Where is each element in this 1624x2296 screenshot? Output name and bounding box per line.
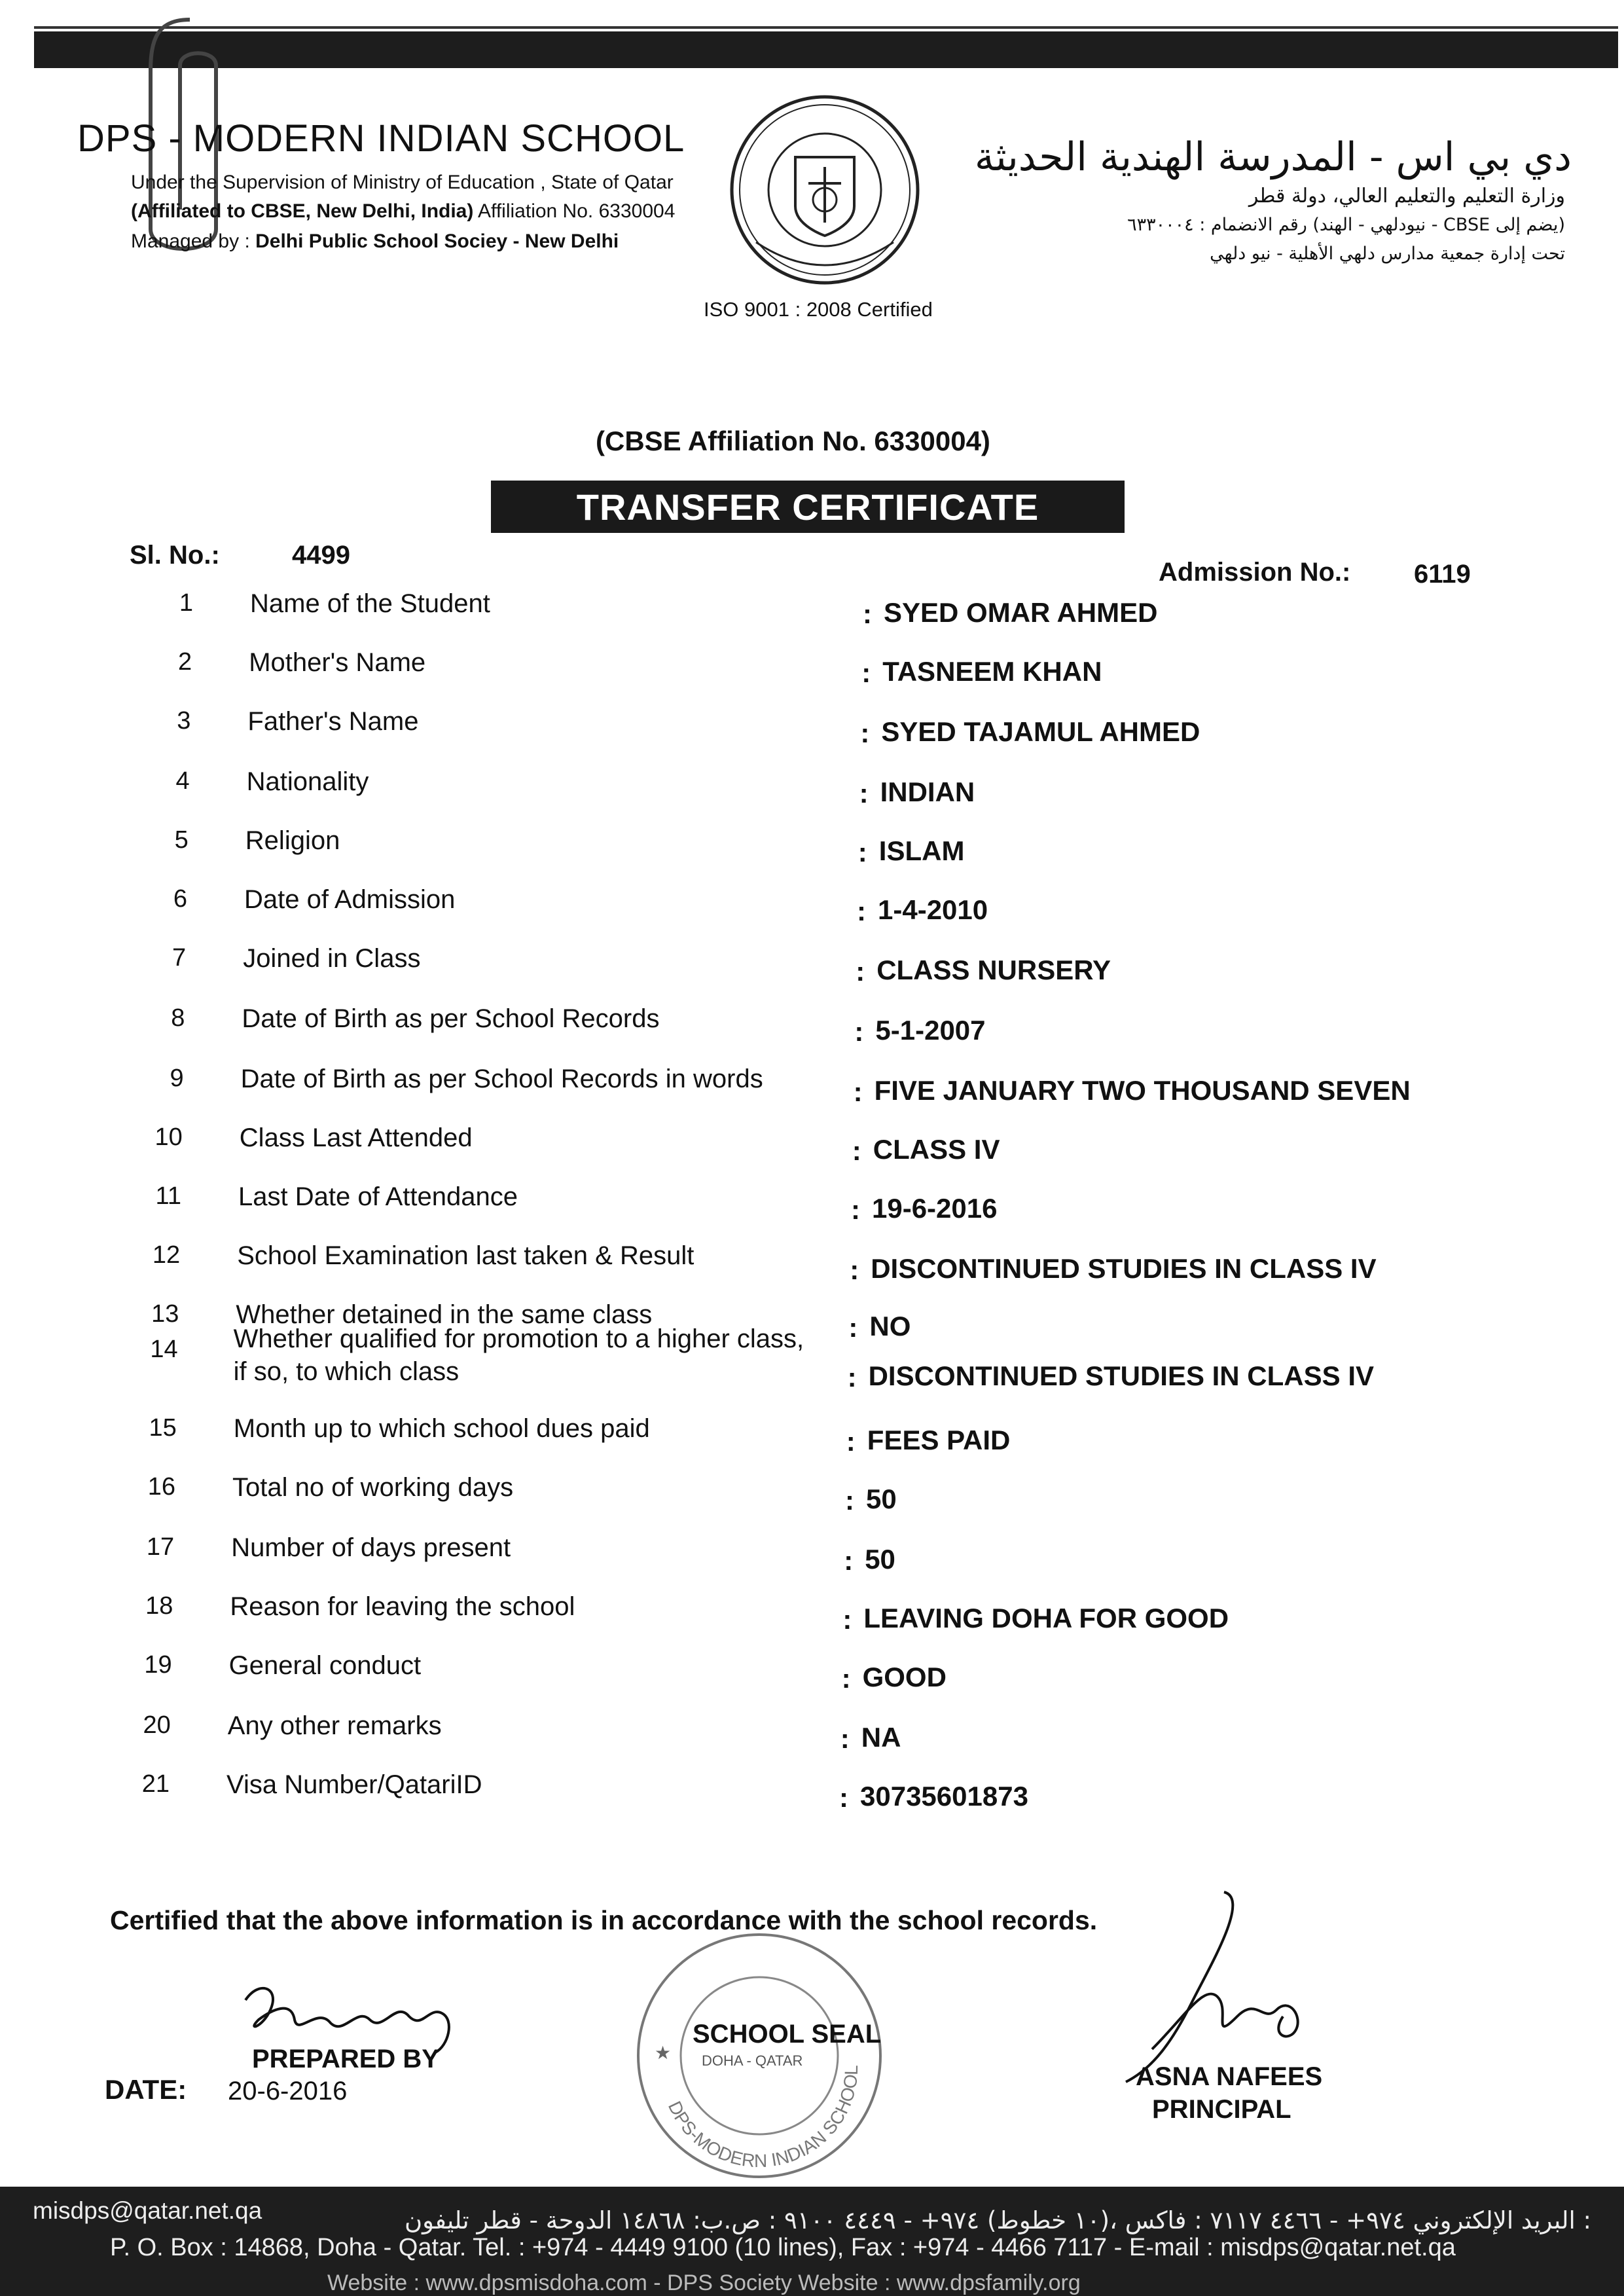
field-row xyxy=(0,1533,1624,1576)
footer-email: misdps@qatar.net.qa xyxy=(33,2197,262,2224)
header-line-2-ar: (يضم إلى CBSE - نيودلهي - الهند) رقم الانضمام : ٦٣٣٠٠٠٤ xyxy=(1127,215,1565,235)
top-rule xyxy=(34,26,1618,29)
header-line-3-ar: تحت إدارة جمعية مدارس دلهي الأهلية - نيو دلهي xyxy=(1210,244,1565,264)
field-colon: : xyxy=(845,1485,854,1516)
field-colon: : xyxy=(846,1426,856,1457)
field-label-line-1: Whether qualified for promotion to a higher class, xyxy=(233,1324,804,1353)
svg-text:DPS-MODERN INDIAN SCHOOL xyxy=(664,2065,861,2171)
header-line-3 xyxy=(131,230,619,253)
field-value: TASNEEM KHAN xyxy=(882,656,1102,687)
field-label: Joined in Class xyxy=(243,944,421,973)
seal-sub-text: DOHA - QATAR xyxy=(702,2052,803,2069)
date-value: 20-6-2016 xyxy=(228,2077,348,2105)
field-row xyxy=(0,1651,1624,1694)
field-number: 5 xyxy=(174,826,189,854)
footer-arabic: : البريد الإلكتروني ٩٧٤+ - ٤٤٦٦ ٧١١٧ : فاكس ،(١٠ خطوط) ٩٧٤+ - ٤٤٤٩ ٩١٠٠ : ص.ب: ١٤٨٦٨ الدوحة - قطر تليفون xyxy=(404,2206,1591,2234)
header-line-1: Under the Supervision of Ministry of Education , State of Qatar xyxy=(131,172,674,193)
seal-ring-text: DPS-MODERN INDIAN SCHOOL xyxy=(664,2064,862,2172)
field-label: School Examination last taken & Result xyxy=(237,1241,695,1270)
field-row xyxy=(0,885,1624,924)
field-value: 50 xyxy=(866,1484,897,1514)
iso-certified: ISO 9001 : 2008 Certified xyxy=(704,298,933,321)
field-number: 7 xyxy=(172,944,187,972)
field-row xyxy=(0,1592,1624,1635)
top-bar xyxy=(34,31,1618,68)
field-label: Nationality xyxy=(246,767,369,796)
field-row xyxy=(0,707,1624,746)
field-row xyxy=(0,589,1624,629)
field-label: Last Date of Attendance xyxy=(238,1182,518,1211)
seal-text: SCHOOL SEAL xyxy=(693,2020,882,2049)
field-row xyxy=(0,1241,1624,1285)
sl-no-label: Sl. No.: xyxy=(130,541,220,570)
field-colon: : xyxy=(847,1362,857,1393)
school-name-en: DPS - MODERN INDIAN SCHOOL xyxy=(77,117,685,160)
field-value: SYED OMAR AHMED xyxy=(884,597,1158,628)
field-colon: : xyxy=(850,1254,859,1285)
footer-website: Website : www.dpsmisdoha.com - DPS Society Website : www.dpsfamily.org xyxy=(327,2270,1081,2295)
field-colon: : xyxy=(861,657,871,688)
field-value: 5-1-2007 xyxy=(875,1015,986,1046)
field-value: DISCONTINUED STUDIES IN CLASS IV xyxy=(871,1253,1377,1284)
header-line-2 xyxy=(131,200,675,223)
field-number: 4 xyxy=(175,767,190,795)
field-colon: : xyxy=(857,837,867,867)
field-row xyxy=(0,1123,1624,1166)
field-colon: : xyxy=(853,1076,863,1107)
field-number: 9 xyxy=(170,1065,184,1092)
field-colon: : xyxy=(840,1723,850,1754)
field-colon: : xyxy=(842,1604,852,1635)
field-colon: : xyxy=(859,778,869,809)
field-value: 1-4-2010 xyxy=(878,894,988,925)
header-line-1-ar: وزارة التعليم والتعليم العالي، دولة قطر xyxy=(1248,185,1565,208)
field-label: Whether detained in the same class xyxy=(236,1300,653,1329)
field-value: FIVE JANUARY TWO THOUSAND SEVEN xyxy=(874,1075,1411,1106)
field-value: GOOD xyxy=(862,1662,947,1692)
field-label: Date of Admission xyxy=(244,885,456,914)
field-colon: : xyxy=(863,598,872,629)
field-number: 17 xyxy=(146,1533,175,1561)
field-colon: : xyxy=(854,1016,864,1047)
field-number: 20 xyxy=(143,1711,171,1739)
field-label: Number of days present xyxy=(231,1533,511,1562)
field-row xyxy=(0,826,1624,866)
field-number: 13 xyxy=(151,1300,179,1328)
field-label: Visa Number/QatariID xyxy=(226,1770,482,1799)
field-label: Father's Name xyxy=(247,707,419,736)
field-row xyxy=(0,648,1624,687)
field-number: 1 xyxy=(179,589,193,617)
school-name-ar: دي بي اس - المدرسة الهندية الحديثة xyxy=(974,134,1572,180)
field-number: 15 xyxy=(149,1414,177,1442)
field-number: 14 xyxy=(150,1336,178,1363)
field-label: Religion xyxy=(245,826,340,855)
svg-text:★: ★ xyxy=(655,2043,672,2063)
field-number: 6 xyxy=(173,885,187,913)
field-row xyxy=(0,767,1624,807)
field-label xyxy=(234,1322,804,1388)
field-value: CLASS IV xyxy=(873,1134,1000,1165)
field-number: 12 xyxy=(152,1241,181,1269)
field-colon: : xyxy=(856,956,865,987)
field-row xyxy=(0,1473,1624,1516)
field-number: 11 xyxy=(155,1182,181,1210)
field-colon: : xyxy=(844,1545,854,1576)
certificate-title: TRANSFER CERTIFICATE xyxy=(491,481,1125,533)
field-value: NO xyxy=(869,1311,911,1341)
field-value: FEES PAID xyxy=(867,1425,1011,1455)
field-value: 19-6-2016 xyxy=(872,1193,998,1224)
prepared-by: PREPARED BY xyxy=(252,2045,439,2073)
cbse-affiliation: (CBSE Affiliation No. 6330004) xyxy=(596,426,990,456)
header-line-2-rest: Affiliation No. 6330004 xyxy=(473,200,676,222)
field-number: 21 xyxy=(141,1770,170,1798)
principal-name: ASNA NAFEES xyxy=(1136,2062,1323,2091)
field-colon: : xyxy=(860,718,870,748)
school-logo-icon xyxy=(727,92,923,288)
field-number: 2 xyxy=(178,648,192,676)
field-number: 10 xyxy=(154,1123,183,1151)
field-colon: : xyxy=(857,896,866,926)
field-label: Name of the Student xyxy=(250,589,490,618)
field-row xyxy=(0,1770,1624,1813)
field-number: 8 xyxy=(171,1004,185,1032)
field-value: ISLAM xyxy=(878,835,965,866)
admission-no-label: Admission No.: xyxy=(1159,558,1351,587)
field-row xyxy=(0,1414,1624,1457)
field-number: 3 xyxy=(177,707,191,735)
field-colon: : xyxy=(841,1663,851,1694)
field-value: INDIAN xyxy=(880,776,975,807)
field-colon: : xyxy=(848,1312,858,1343)
field-value: SYED TAJAMUL AHMED xyxy=(881,716,1200,747)
field-label: Class Last Attended xyxy=(239,1123,473,1152)
field-colon: : xyxy=(839,1782,848,1813)
field-number: 16 xyxy=(147,1473,175,1501)
header-line-3-bold: Delhi Public School Sociey - New Delhi xyxy=(255,230,619,252)
field-value: 50 xyxy=(865,1544,895,1575)
field-label: Any other remarks xyxy=(227,1711,442,1740)
principal-title: PRINCIPAL xyxy=(1152,2095,1291,2124)
header-line-3-pre: Managed by : xyxy=(131,230,256,252)
field-label: Month up to which school dues paid xyxy=(233,1414,650,1443)
field-row xyxy=(0,1004,1624,1047)
date-label: DATE: xyxy=(105,2074,187,2105)
field-value: DISCONTINUED STUDIES IN CLASS IV xyxy=(868,1360,1374,1391)
admission-no-value: 6119 xyxy=(1414,560,1471,589)
field-row xyxy=(0,944,1624,987)
field-label: Reason for leaving the school xyxy=(230,1592,575,1621)
field-row xyxy=(0,1182,1624,1225)
field-value: LEAVING DOHA FOR GOOD xyxy=(863,1603,1229,1633)
field-label: Mother's Name xyxy=(249,648,426,677)
footer-address: P. O. Box : 14868, Doha - Qatar. Tel. : +974 - 4449 9100 (10 lines), Fax : +974 - 4466 7117 - E-mail : misdps@qatar.net.qa xyxy=(110,2234,1456,2261)
field-colon: : xyxy=(852,1135,861,1166)
field-value: CLASS NURSERY xyxy=(876,955,1111,985)
sl-no-value: 4499 xyxy=(292,541,350,570)
field-row xyxy=(0,1711,1624,1754)
field-label-line-2: if so, to which class xyxy=(233,1357,460,1386)
field-label: Date of Birth as per School Records in words xyxy=(240,1065,763,1093)
field-label: Date of Birth as per School Records xyxy=(242,1004,660,1033)
field-colon: : xyxy=(851,1194,860,1225)
certified-statement: Certified that the above information is in accordance with the school records. xyxy=(110,1905,1098,1935)
field-value: NA xyxy=(861,1722,901,1753)
header-line-2-bold: (Affiliated to CBSE, New Delhi, India) xyxy=(131,200,474,222)
field-label: Total no of working days xyxy=(232,1473,514,1502)
field-value: 30735601873 xyxy=(860,1781,1028,1812)
field-label: General conduct xyxy=(228,1651,422,1680)
field-number: 18 xyxy=(145,1592,173,1620)
field-row xyxy=(0,1065,1624,1107)
field-number: 19 xyxy=(144,1651,172,1679)
